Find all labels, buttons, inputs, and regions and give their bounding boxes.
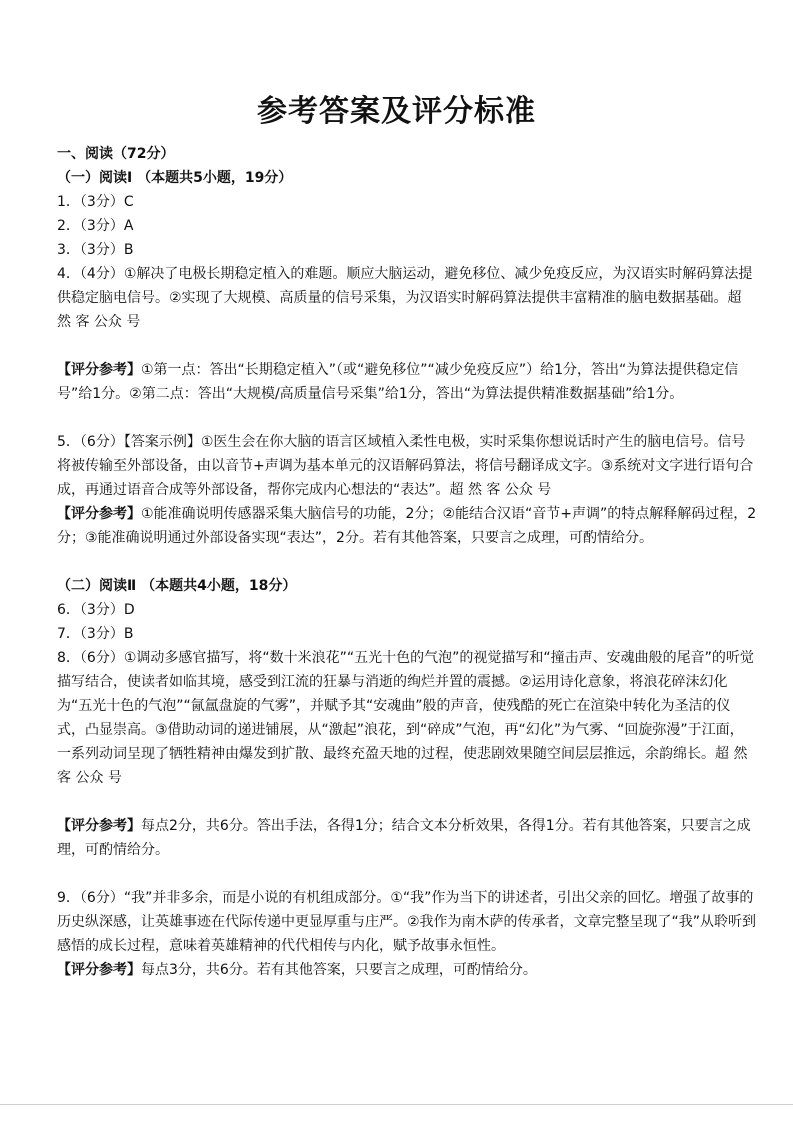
scoring-text: ①第一点：答出“长期稳定植入”（或“避免移位”“减少免疫反应”）给1分，答出“为算法提供稳定信号”给1分。②第二点：答出“大规模/高质量信号采集”给1分，答出“为算法提供精准数据基础”给1分。 [57, 362, 739, 402]
scoring-label: 【评分参考】 [57, 818, 141, 834]
scoring-text: ①能准确说明传感器采集大脑信号的功能，2分；②能结合汉语“音节+声调”的特点解释解码过程，2分；③能准确说明通过外部设备实现“表达”，2分。若有其他答案，只要言之成理，可酌情给分。 [57, 506, 757, 546]
scoring-q4 [57, 358, 757, 406]
scoring-label: 【评分参考】 [57, 362, 141, 378]
answer-q6: 6．（3分）D [57, 602, 135, 618]
spacer [57, 862, 757, 886]
answer-q2: 2．（3分）A [57, 218, 134, 234]
answer-q5 [57, 430, 757, 502]
part1-heading: （一）阅读Ⅰ （本题共5小题，19分） [57, 170, 293, 186]
spacer [57, 406, 757, 430]
scoring-text: 每点3分，共6分。若有其他答案，只要言之成理，可酌情给分。 [141, 962, 537, 978]
answer-q5-text: ①医生会在你大脑的语言区域植入柔性电极，实时采集你想说话时产生的脑电信号。信号将被传输至外部设备，由以音节+声调为基本单元的汉语解码算法，将信号翻译成文字。③系统对文字进行语句合成，再通过语音合成等外部设备，帮你完成内心想法的“表达”。超 然 客 公众 号 [57, 434, 754, 498]
answer-q9: 9．（6分）“我”并非多余，而是小说的有机组成部分。①“我”作为当下的讲述者，引出父亲的回忆。增强了故事的历史纵深感，让英雄事迹在代际传递中更显厚重与庄严。②我作为南木萨的传承者，文章完整呈现了“我”从聆听到感悟的成长过程，意味着英雄精神的代代相传与内化，赋予故事永恒性。 [57, 890, 757, 954]
scoring-q8 [57, 814, 757, 862]
answer-q3: 3．（3分）B [57, 242, 134, 258]
section-heading-reading: 一、阅读（72分） [57, 146, 175, 162]
page-title: 参考答案及评分标准 [257, 94, 536, 129]
answer-q7: 7．（3分）B [57, 626, 134, 642]
scoring-text: 每点2分，共6分。答出手法，各得1分；结合文本分析效果，各得1分。若有其他答案，只要言之成理，可酌情给分。 [57, 818, 751, 858]
spacer [57, 334, 757, 358]
scoring-label: 【评分参考】 [57, 506, 141, 522]
scoring-label: 【评分参考】 [57, 962, 141, 978]
answer-q8: 8．（6分）①调动多感官描写，将“数十米浪花”“五光十色的气泡”的视觉描写和“撞击声、安魂曲般的尾音”的听觉描写结合，使读者如临其境，感受到江流的狂暴与消逝的绚烂并置的震撼。②运用诗化意象，将浪花碎沫幻化为“五光十色的气泡”“氤氲盘旋的气雾”，并赋予其“安魂曲”般的声音，使残酷的死亡在渲染中转化为圣洁的仪式，凸显崇高。③借助动词的递进铺展，从“激起”浪花，到“碎成”气泡，再“幻化”为气雾、“回旋弥漫”于江面，一系列动词呈现了牺牲精神由爆发到扩散、最终充盈天地的过程，使悲剧效果随空间层层推远，余韵绵长。超 然 客 公众 号 [57, 650, 754, 786]
part2-heading: （二）阅读Ⅱ （本题共4小题，18分） [57, 578, 297, 594]
answer-q1: 1．（3分）C [57, 194, 134, 210]
page-bottom-divider [0, 1104, 793, 1105]
scoring-q5 [57, 502, 757, 550]
answer-q4: 4．（4分）①解决了电极长期稳定植入的难题。顺应大脑运动，避免移位、减少免疫反应，为汉语实时解码算法提供稳定脑电信号。②实现了大规模、高质量的信号采集，为汉语实时解码算法提供丰富精准的脑电数据基础。超 然 客 公众 号 [57, 266, 753, 330]
answer-q5-prefix: 5．（6分）【答案示例】 [57, 434, 201, 450]
answer-content [57, 142, 757, 982]
spacer [57, 550, 757, 574]
scoring-q9 [57, 958, 757, 982]
spacer [57, 790, 757, 814]
